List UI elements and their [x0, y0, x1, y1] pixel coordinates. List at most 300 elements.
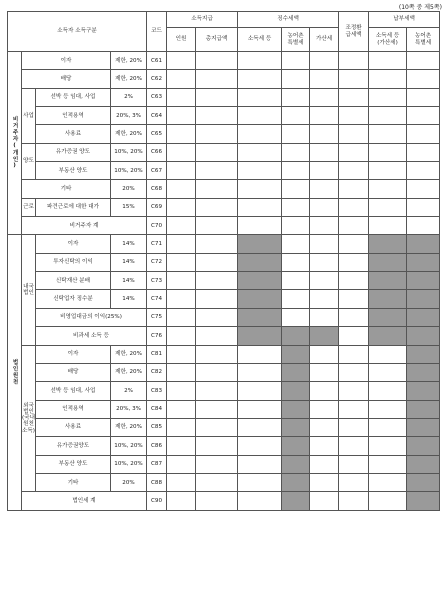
row-rate: 15% — [111, 198, 147, 216]
adjustment-cell[interactable] — [339, 88, 369, 106]
paid-rural-tax-cell[interactable] — [407, 198, 440, 216]
paid-rural-tax-cell[interactable] — [407, 418, 440, 436]
group-foreign-corp: 외국 법인 (국내 원천 소득) — [22, 345, 36, 492]
total-payment-cell[interactable] — [196, 272, 238, 290]
group-transfer: 양도 — [22, 143, 36, 180]
rural-tax-cell[interactable] — [282, 418, 310, 436]
total-payment-cell[interactable] — [196, 235, 238, 253]
headcount-cell[interactable] — [167, 473, 196, 491]
adjustment-cell[interactable] — [339, 52, 369, 70]
additional-tax-cell[interactable] — [310, 107, 339, 125]
row-rate: 10%, 20% — [111, 162, 147, 180]
paid-income-tax-cell[interactable] — [369, 345, 407, 363]
additional-tax-cell[interactable] — [310, 180, 339, 198]
adjustment-cell[interactable] — [339, 198, 369, 216]
paid-rural-tax-cell[interactable] — [407, 52, 440, 70]
additional-tax-cell[interactable] — [310, 253, 339, 271]
additional-tax-cell[interactable] — [310, 162, 339, 180]
adjustment-cell[interactable] — [339, 382, 369, 400]
row-label: 기타 — [22, 180, 111, 198]
headcount-cell[interactable] — [167, 272, 196, 290]
table-row — [8, 52, 440, 70]
paid-rural-tax-cell[interactable] — [407, 290, 440, 308]
headcount-header: 인원 — [167, 28, 196, 52]
group-domestic-corp: 내국 법인 — [22, 235, 36, 345]
headcount-cell[interactable] — [167, 125, 196, 143]
additional-tax-cell[interactable] — [310, 290, 339, 308]
headcount-cell[interactable] — [167, 492, 196, 510]
row-label: 사용료 — [36, 125, 111, 143]
row-code: C71 — [147, 235, 167, 253]
paid-income-tax-cell[interactable] — [369, 272, 407, 290]
row-code: C88 — [147, 473, 167, 491]
income-tax-cell[interactable] — [238, 88, 282, 106]
row-label: 기타 — [36, 473, 111, 491]
paid-tax-header: 납부세액 — [369, 12, 440, 28]
row-label: 신탁업자 징수분 — [36, 290, 111, 308]
adjustment-header: 조정환 급세액 — [339, 12, 369, 52]
income-tax-cell[interactable] — [238, 180, 282, 198]
row-label: 선박 등 임대, 사업 — [36, 382, 111, 400]
rural-tax-cell[interactable] — [282, 492, 310, 510]
payment-header: 소득지급 — [167, 12, 238, 28]
table-row — [8, 363, 440, 381]
paid-income-tax-cell[interactable] — [369, 437, 407, 455]
adjustment-cell[interactable] — [339, 437, 369, 455]
rural-tax-cell[interactable] — [282, 327, 310, 345]
total-payment-cell[interactable] — [196, 217, 238, 235]
row-rate: 10%, 20% — [111, 437, 147, 455]
headcount-cell[interactable] — [167, 143, 196, 161]
row-rate: 10%, 20% — [111, 143, 147, 161]
paid-rural-tax-cell[interactable] — [407, 455, 440, 473]
adjustment-cell[interactable] — [339, 180, 369, 198]
total-payment-cell[interactable] — [196, 418, 238, 436]
rural-tax-cell[interactable] — [282, 107, 310, 125]
row-code: C72 — [147, 253, 167, 271]
adjustment-cell[interactable] — [339, 162, 369, 180]
row-rate: 2% — [111, 382, 147, 400]
income-tax-cell[interactable] — [238, 308, 282, 326]
paid-rural-tax-cell[interactable] — [407, 107, 440, 125]
total-payment-cell[interactable] — [196, 400, 238, 418]
adjustment-cell[interactable] — [339, 272, 369, 290]
total-payment-cell[interactable] — [196, 437, 238, 455]
row-rate: 20%, 3% — [111, 107, 147, 125]
adjustment-cell[interactable] — [339, 363, 369, 381]
table-row — [8, 400, 440, 418]
adjustment-cell[interactable] — [339, 107, 369, 125]
additional-tax-cell[interactable] — [310, 382, 339, 400]
additional-tax-cell[interactable] — [310, 217, 339, 235]
rural-tax-cell[interactable] — [282, 198, 310, 216]
adjustment-cell[interactable] — [339, 308, 369, 326]
headcount-cell[interactable] — [167, 180, 196, 198]
headcount-cell[interactable] — [167, 345, 196, 363]
row-label: 파견근로에 대한 대가 — [36, 198, 111, 216]
row-code: C76 — [147, 327, 167, 345]
rural-tax-cell[interactable] — [282, 455, 310, 473]
income-tax-cell[interactable] — [238, 107, 282, 125]
row-label: 비영업대금의 이익(25%) — [36, 308, 147, 326]
paid-rural-tax-cell[interactable] — [407, 143, 440, 161]
adjustment-cell[interactable] — [339, 290, 369, 308]
headcount-cell[interactable] — [167, 235, 196, 253]
section-corporate-source: 법인원천 — [8, 235, 22, 510]
row-rate: 제한, 20% — [111, 418, 147, 436]
paid-income-tax-cell[interactable] — [369, 107, 407, 125]
table-row — [8, 143, 440, 161]
headcount-cell[interactable] — [167, 363, 196, 381]
paid-rural-tax-cell[interactable] — [407, 400, 440, 418]
paid-income-tax-cell[interactable] — [369, 400, 407, 418]
row-rate: 10%, 20% — [111, 455, 147, 473]
total-payment-cell[interactable] — [196, 107, 238, 125]
headcount-cell[interactable] — [167, 308, 196, 326]
withholding-header: 징수세액 — [238, 12, 339, 28]
income-tax-cell[interactable] — [238, 382, 282, 400]
additional-tax-cell[interactable] — [310, 235, 339, 253]
income-tax-cell[interactable] — [238, 492, 282, 510]
adjustment-cell[interactable] — [339, 418, 369, 436]
row-label: 사용료 — [36, 418, 111, 436]
group-labor: 근로 — [22, 198, 36, 216]
row-rate: 제한, 20% — [111, 52, 147, 70]
additional-tax-cell[interactable] — [310, 400, 339, 418]
income-tax-cell[interactable] — [238, 52, 282, 70]
rural-tax-cell[interactable] — [282, 382, 310, 400]
paid-income-tax-cell[interactable] — [369, 363, 407, 381]
additional-tax-cell[interactable] — [310, 363, 339, 381]
paid-rural-tax-header: 농어촌 특별세 — [407, 28, 440, 52]
adjustment-cell[interactable] — [339, 327, 369, 345]
row-label: 부동산 양도 — [36, 455, 111, 473]
additional-tax-cell[interactable] — [310, 88, 339, 106]
additional-tax-cell[interactable] — [310, 455, 339, 473]
row-label: 인적용역 — [36, 400, 111, 418]
headcount-cell[interactable] — [167, 327, 196, 345]
paid-rural-tax-cell[interactable] — [407, 253, 440, 271]
total-payment-cell[interactable] — [196, 327, 238, 345]
paid-income-tax-cell[interactable] — [369, 52, 407, 70]
row-code: C90 — [147, 492, 167, 510]
row-label: 이자 — [36, 235, 111, 253]
row-label: 비과세 소득 등 — [36, 327, 147, 345]
adjustment-cell[interactable] — [339, 400, 369, 418]
additional-tax-cell[interactable] — [310, 125, 339, 143]
paid-rural-tax-cell[interactable] — [407, 180, 440, 198]
income-tax-cell[interactable] — [238, 363, 282, 381]
additional-tax-cell[interactable] — [310, 308, 339, 326]
paid-income-tax-cell[interactable] — [369, 162, 407, 180]
headcount-cell[interactable] — [167, 88, 196, 106]
row-rate: 14% — [111, 272, 147, 290]
rural-tax-cell[interactable] — [282, 162, 310, 180]
paid-rural-tax-cell[interactable] — [407, 217, 440, 235]
adjustment-cell[interactable] — [339, 455, 369, 473]
paid-income-tax-cell[interactable] — [369, 217, 407, 235]
paid-rural-tax-cell[interactable] — [407, 125, 440, 143]
additional-tax-cell[interactable] — [310, 272, 339, 290]
rural-tax-cell[interactable] — [282, 180, 310, 198]
headcount-cell[interactable] — [167, 253, 196, 271]
headcount-cell[interactable] — [167, 217, 196, 235]
headcount-cell[interactable] — [167, 400, 196, 418]
row-code: C64 — [147, 107, 167, 125]
rural-tax-cell[interactable] — [282, 70, 310, 88]
rural-tax-cell[interactable] — [282, 290, 310, 308]
income-tax-cell[interactable] — [238, 70, 282, 88]
total-payment-cell[interactable] — [196, 492, 238, 510]
rural-tax-cell[interactable] — [282, 473, 310, 491]
total-payment-cell[interactable] — [196, 345, 238, 363]
row-label: 투자신탁의 이익 — [36, 253, 111, 271]
row-code: C85 — [147, 418, 167, 436]
income-tax-cell[interactable] — [238, 473, 282, 491]
row-code: C84 — [147, 400, 167, 418]
income-tax-cell[interactable] — [238, 290, 282, 308]
income-tax-cell[interactable] — [238, 327, 282, 345]
table-row — [8, 272, 440, 290]
paid-income-tax-header: 소득세 등 (가산세) — [369, 28, 407, 52]
rural-tax-cell[interactable] — [282, 143, 310, 161]
headcount-cell[interactable] — [167, 162, 196, 180]
total-payment-cell[interactable] — [196, 162, 238, 180]
income-type-header: 소득자 소득구분 — [8, 12, 147, 52]
total-payment-cell[interactable] — [196, 308, 238, 326]
row-rate: 제한, 20% — [111, 345, 147, 363]
rural-tax-cell[interactable] — [282, 400, 310, 418]
row-code: C86 — [147, 437, 167, 455]
income-tax-cell[interactable] — [238, 235, 282, 253]
rural-tax-cell[interactable] — [282, 363, 310, 381]
paid-income-tax-cell[interactable] — [369, 473, 407, 491]
headcount-cell[interactable] — [167, 455, 196, 473]
table-row — [8, 492, 440, 510]
row-rate: 2% — [111, 88, 147, 106]
income-tax-cell[interactable] — [238, 272, 282, 290]
row-code: C66 — [147, 143, 167, 161]
paid-rural-tax-cell[interactable] — [407, 88, 440, 106]
paid-income-tax-cell[interactable] — [369, 290, 407, 308]
additional-tax-cell[interactable] — [310, 492, 339, 510]
income-tax-cell[interactable] — [238, 455, 282, 473]
income-tax-cell[interactable] — [238, 143, 282, 161]
income-tax-cell[interactable] — [238, 437, 282, 455]
row-label: 이자 — [36, 345, 111, 363]
adjustment-cell[interactable] — [339, 345, 369, 363]
total-payment-cell[interactable] — [196, 125, 238, 143]
row-label: 선박 등 임대, 사업 — [36, 88, 111, 106]
paid-rural-tax-cell[interactable] — [407, 363, 440, 381]
total-payment-cell[interactable] — [196, 382, 238, 400]
paid-income-tax-cell[interactable] — [369, 180, 407, 198]
rural-tax-cell[interactable] — [282, 437, 310, 455]
total-payment-cell[interactable] — [196, 363, 238, 381]
rural-tax-cell[interactable] — [282, 272, 310, 290]
row-code: C81 — [147, 345, 167, 363]
rural-tax-cell[interactable] — [282, 52, 310, 70]
additional-tax-cell[interactable] — [310, 327, 339, 345]
paid-income-tax-cell[interactable] — [369, 253, 407, 271]
paid-income-tax-cell[interactable] — [369, 235, 407, 253]
row-code: C83 — [147, 382, 167, 400]
paid-rural-tax-cell[interactable] — [407, 308, 440, 326]
paid-income-tax-cell[interactable] — [369, 143, 407, 161]
income-tax-cell[interactable] — [238, 418, 282, 436]
paid-rural-tax-cell[interactable] — [407, 272, 440, 290]
rural-tax-cell[interactable] — [282, 125, 310, 143]
income-tax-cell[interactable] — [238, 198, 282, 216]
row-label: 신탁재산 분배 — [36, 272, 111, 290]
total-payment-cell[interactable] — [196, 455, 238, 473]
rural-tax-cell[interactable] — [282, 88, 310, 106]
paid-rural-tax-cell[interactable] — [407, 473, 440, 491]
paid-income-tax-cell[interactable] — [369, 88, 407, 106]
additional-tax-cell[interactable] — [310, 473, 339, 491]
table-row — [8, 308, 440, 326]
table-row — [8, 70, 440, 88]
adjustment-cell[interactable] — [339, 235, 369, 253]
table-row — [8, 418, 440, 436]
paid-income-tax-cell[interactable] — [369, 418, 407, 436]
section-nonresident: 비거주자(개인) — [8, 52, 22, 235]
row-rate: 제한, 20% — [111, 363, 147, 381]
code-header: 코드 — [147, 12, 167, 52]
paid-income-tax-cell[interactable] — [369, 70, 407, 88]
paid-income-tax-cell[interactable] — [369, 308, 407, 326]
adjustment-cell[interactable] — [339, 70, 369, 88]
paid-rural-tax-cell[interactable] — [407, 492, 440, 510]
adjustment-cell[interactable] — [339, 492, 369, 510]
total-payment-cell[interactable] — [196, 198, 238, 216]
additional-tax-cell[interactable] — [310, 418, 339, 436]
rural-tax-cell[interactable] — [282, 217, 310, 235]
table-row — [8, 235, 440, 253]
total-payment-cell[interactable] — [196, 290, 238, 308]
paid-rural-tax-cell[interactable] — [407, 345, 440, 363]
paid-income-tax-cell[interactable] — [369, 455, 407, 473]
row-rate: 20% — [111, 473, 147, 491]
row-code: C63 — [147, 88, 167, 106]
income-tax-cell[interactable] — [238, 400, 282, 418]
income-tax-cell[interactable] — [238, 162, 282, 180]
table-row — [8, 125, 440, 143]
additional-tax-cell[interactable] — [310, 143, 339, 161]
adjustment-cell[interactable] — [339, 473, 369, 491]
headcount-cell[interactable] — [167, 290, 196, 308]
paid-income-tax-cell[interactable] — [369, 198, 407, 216]
paid-income-tax-cell[interactable] — [369, 492, 407, 510]
row-label: 배당 — [36, 363, 111, 381]
adjustment-cell[interactable] — [339, 253, 369, 271]
adjustment-cell[interactable] — [339, 143, 369, 161]
row-code: C82 — [147, 363, 167, 381]
total-payment-cell[interactable] — [196, 88, 238, 106]
paid-income-tax-cell[interactable] — [369, 382, 407, 400]
paid-rural-tax-cell[interactable] — [407, 162, 440, 180]
table-row — [8, 88, 440, 106]
table-row — [8, 437, 440, 455]
additional-tax-cell[interactable] — [310, 52, 339, 70]
additional-tax-cell[interactable] — [310, 70, 339, 88]
table-row — [8, 198, 440, 216]
paid-rural-tax-cell[interactable] — [407, 382, 440, 400]
table-row — [8, 290, 440, 308]
rural-tax-cell[interactable] — [282, 253, 310, 271]
income-tax-cell[interactable] — [238, 345, 282, 363]
row-code: C62 — [147, 70, 167, 88]
row-label: 부동산 양도 — [36, 162, 111, 180]
additional-tax-cell[interactable] — [310, 437, 339, 455]
paid-rural-tax-cell[interactable] — [407, 235, 440, 253]
row-code: C65 — [147, 125, 167, 143]
row-label: 비거주자 계 — [22, 217, 147, 235]
row-rate: 20%, 3% — [111, 400, 147, 418]
headcount-cell[interactable] — [167, 382, 196, 400]
withholding-tax-form — [7, 11, 440, 511]
total-payment-cell[interactable] — [196, 253, 238, 271]
table-row — [8, 107, 440, 125]
row-rate: 14% — [111, 253, 147, 271]
paid-income-tax-cell[interactable] — [369, 327, 407, 345]
headcount-cell[interactable] — [167, 52, 196, 70]
additional-tax-cell[interactable] — [310, 345, 339, 363]
income-tax-cell[interactable] — [238, 125, 282, 143]
total-payment-cell[interactable] — [196, 52, 238, 70]
headcount-cell[interactable] — [167, 70, 196, 88]
total-payment-cell[interactable] — [196, 143, 238, 161]
total-payment-cell[interactable] — [196, 70, 238, 88]
headcount-cell[interactable] — [167, 418, 196, 436]
row-label: 인적용역 — [36, 107, 111, 125]
rural-tax-cell[interactable] — [282, 235, 310, 253]
total-payment-header: 총지급액 — [196, 28, 238, 52]
table-row — [8, 455, 440, 473]
row-rate: 14% — [111, 290, 147, 308]
total-payment-cell[interactable] — [196, 473, 238, 491]
income-tax-cell[interactable] — [238, 253, 282, 271]
table-row — [8, 162, 440, 180]
row-rate: 제한, 20% — [111, 70, 147, 88]
income-tax-header: 소득세 등 — [238, 28, 282, 52]
table-row — [8, 253, 440, 271]
headcount-cell[interactable] — [167, 107, 196, 125]
paid-income-tax-cell[interactable] — [369, 125, 407, 143]
row-label: 유가증권양도 — [36, 437, 111, 455]
rural-tax-cell[interactable] — [282, 345, 310, 363]
table-row — [8, 382, 440, 400]
income-tax-cell[interactable] — [238, 217, 282, 235]
row-code: C73 — [147, 272, 167, 290]
additional-tax-cell[interactable] — [310, 198, 339, 216]
row-code: C68 — [147, 180, 167, 198]
total-payment-cell[interactable] — [196, 180, 238, 198]
group-business: 사업 — [22, 88, 36, 143]
adjustment-cell[interactable] — [339, 125, 369, 143]
row-code: C87 — [147, 455, 167, 473]
table-row — [8, 473, 440, 491]
adjustment-cell[interactable] — [339, 217, 369, 235]
rural-tax-cell[interactable] — [282, 308, 310, 326]
headcount-cell[interactable] — [167, 437, 196, 455]
headcount-cell[interactable] — [167, 198, 196, 216]
paid-rural-tax-cell[interactable] — [407, 437, 440, 455]
row-label: 법인세 계 — [22, 492, 147, 510]
paid-rural-tax-cell[interactable] — [407, 70, 440, 88]
paid-rural-tax-cell[interactable] — [407, 327, 440, 345]
row-code: C67 — [147, 162, 167, 180]
